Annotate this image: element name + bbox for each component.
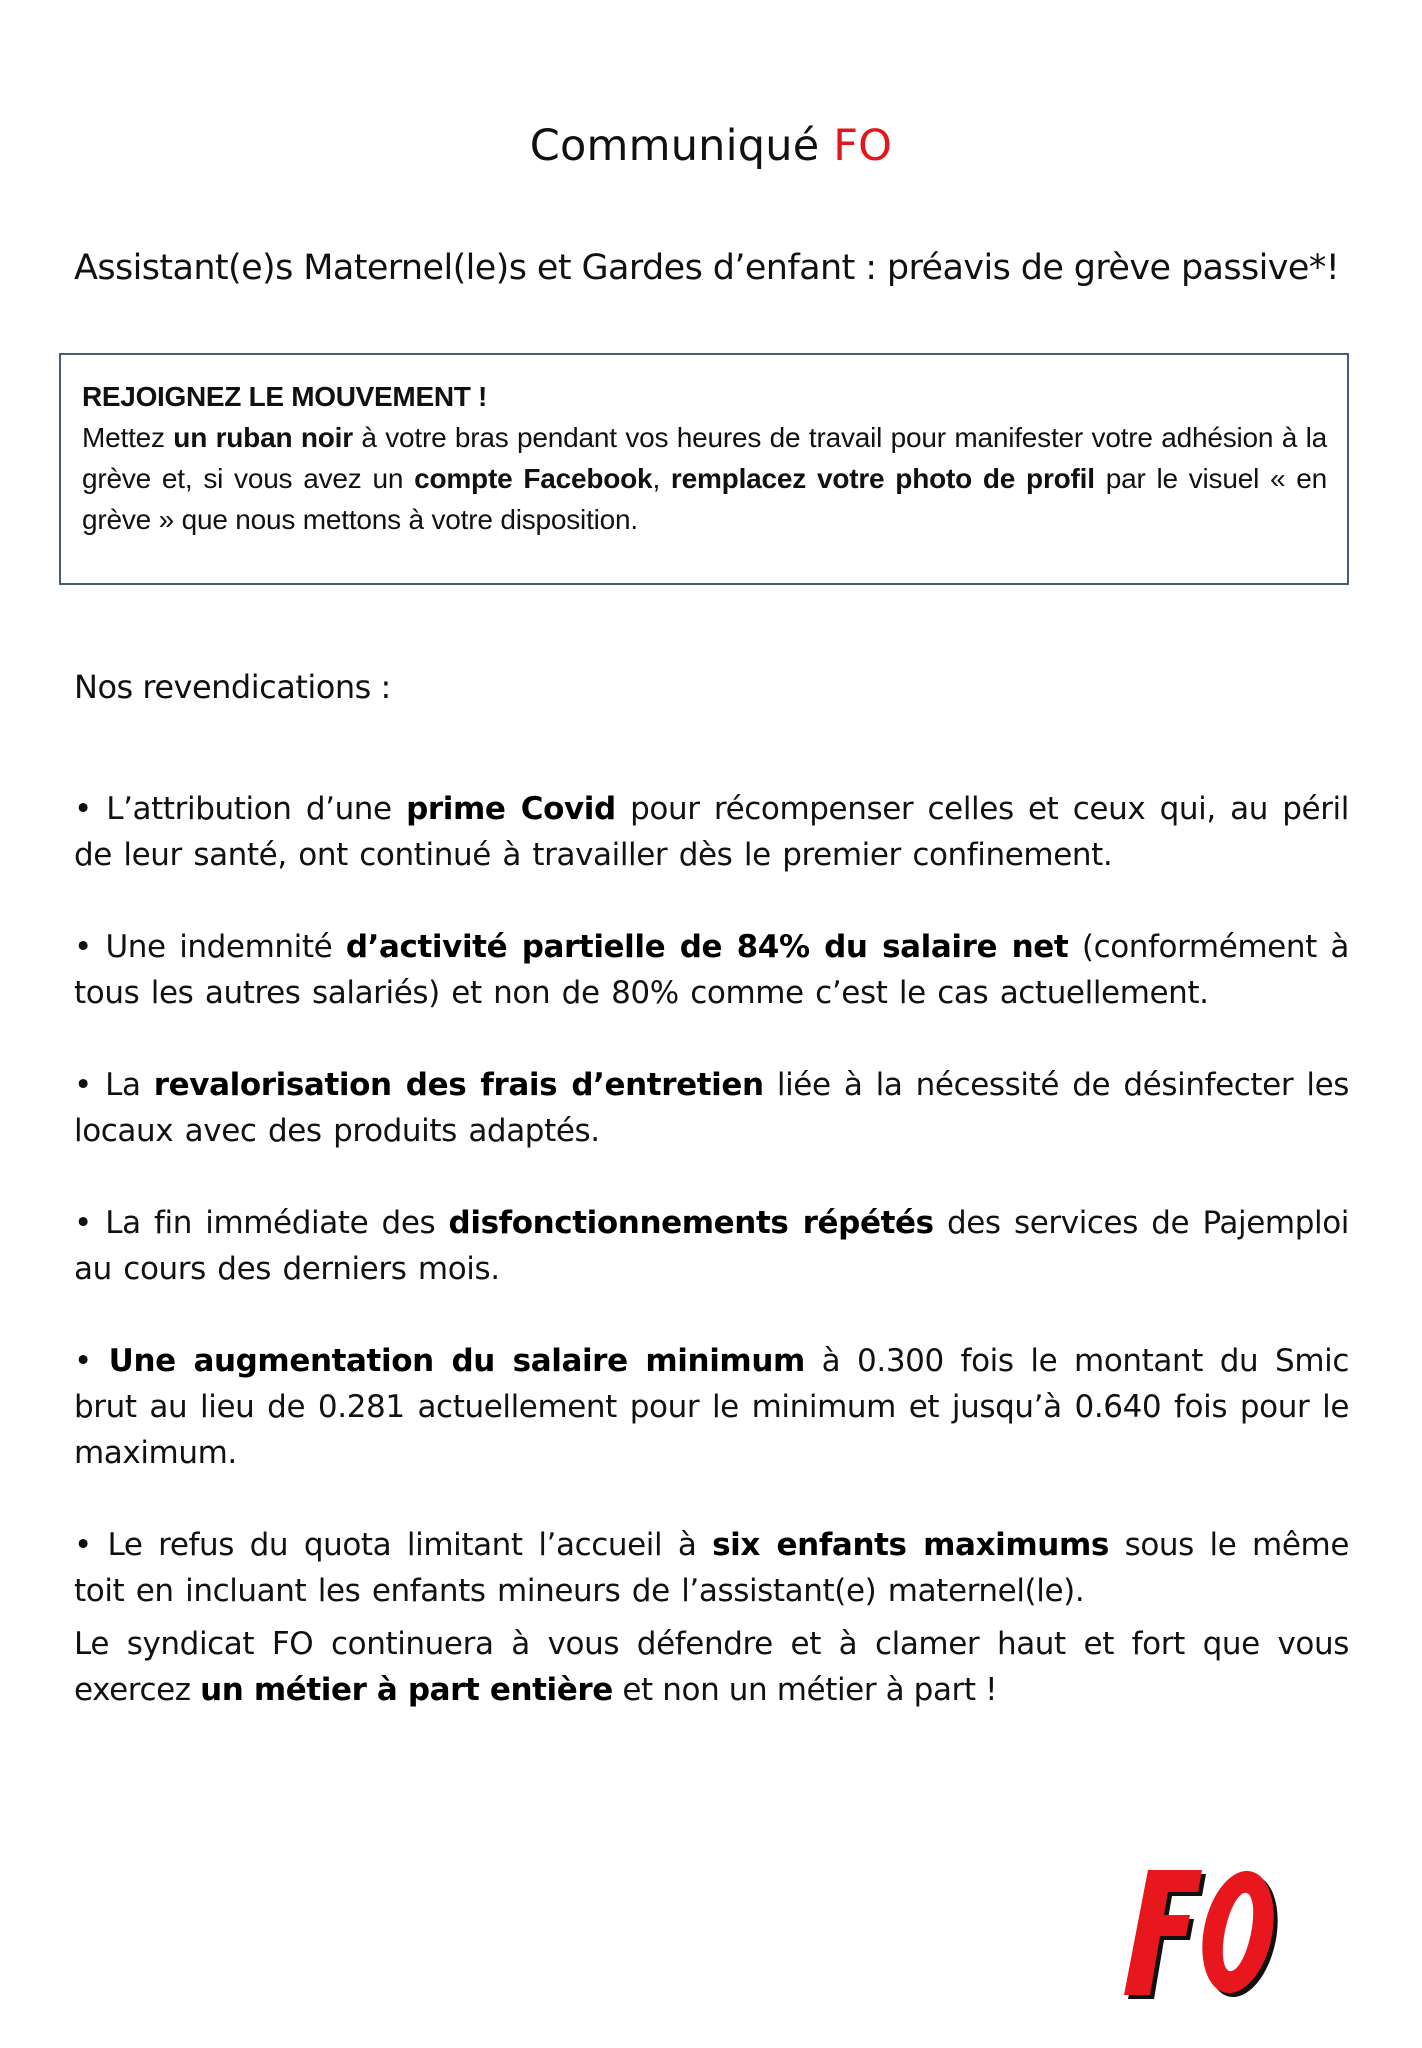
bullet-icon: • [74, 1205, 92, 1241]
bullet-icon: • [74, 1343, 92, 1379]
callout-emphasis: compte Facebook [414, 463, 653, 494]
claim-emphasis: prime Covid [406, 791, 616, 827]
closing-emphasis: un métier à part entière [200, 1672, 613, 1708]
claim-item [74, 1200, 1349, 1292]
closing-text: et non un métier à part ! [612, 1672, 998, 1708]
document-subtitle: Assistant(e)s Maternel(le)s et Gardes d’enfant : préavis de grève passive*! [74, 248, 1340, 288]
fo-logo [1110, 1860, 1290, 2010]
callout-emphasis: un ruban noir [173, 422, 353, 453]
claim-text: des services de Pajemploi au cours des derniers mois. [74, 1205, 1349, 1287]
claims-section-title: Nos revendications : [74, 668, 391, 706]
claim-text: La fin immédiate des [105, 1205, 449, 1241]
bullet-icon: • [74, 1067, 92, 1103]
claim-text: liée à la nécessité de désinfecter les locaux avec des produits adaptés. [74, 1067, 1350, 1149]
claim-text: Le refus du quota limitant l’accueil à [107, 1527, 713, 1563]
callout-text: , [652, 463, 671, 494]
title-brand: FO [833, 120, 893, 171]
callout-emphasis: remplacez votre photo de profil [670, 463, 1095, 494]
claim-text: à 0.300 fois le montant du Smic brut au lieu de 0.281 actuellement pour le minimum et jusqu’à 0.640 fois pour le maximum. [74, 1343, 1349, 1471]
claim-item [74, 1062, 1349, 1154]
fo-logo-icon [1110, 1860, 1290, 2010]
claim-item [74, 1522, 1349, 1614]
claim-text: L’attribution d’une [106, 791, 407, 827]
bullet-icon: • [74, 929, 92, 965]
claim-text: Une indemnité [105, 929, 346, 965]
claim-emphasis: six enfants maximums [712, 1527, 1109, 1563]
claims-list [74, 755, 1349, 1660]
claim-emphasis: d’activité partielle de 84% du salaire net [345, 929, 1069, 965]
claim-item [74, 1338, 1349, 1476]
bullet-icon: • [74, 791, 92, 827]
claim-item [74, 924, 1349, 1016]
closing-text: Le syndicat FO continuera à vous défendre et à clamer haut et fort que vous exercez [74, 1626, 1349, 1708]
closing-statement [74, 1621, 1349, 1713]
bullet-icon: • [74, 1527, 92, 1563]
claim-emphasis: disfonctionnements répétés [448, 1205, 934, 1241]
title-prefix: Communiqué [529, 120, 820, 171]
claim-emphasis: revalorisation des frais d’entretien [153, 1067, 764, 1103]
claim-text: pour récompenser celles et ceux qui, au péril de leur santé, ont continué à travailler dès le premier confinement. [74, 791, 1349, 873]
claim-text: (conformément à tous les autres salariés) et non de 80% comme c’est le cas actuellement. [74, 929, 1349, 1011]
callout-body [82, 417, 1327, 540]
claim-text: La [105, 1067, 154, 1103]
claim-text: sous le même toit en incluant les enfants mineurs de l’assistant(e) maternel(le). [74, 1527, 1349, 1609]
page-title [0, 121, 1422, 171]
callout-box [59, 353, 1349, 585]
callout-text: par le visuel « en grève » que nous mettons à votre disposition. [82, 463, 1327, 535]
callout-text: Mettez [82, 422, 174, 453]
claim-item [74, 786, 1349, 878]
claim-emphasis: Une augmentation du salaire minimum [108, 1343, 805, 1379]
callout-title: REJOIGNEZ LE MOUVEMENT ! [82, 381, 488, 412]
callout-text: à votre bras pendant vos heures de travail pour manifester votre adhésion à la grève et, si vous avez un [82, 422, 1327, 494]
